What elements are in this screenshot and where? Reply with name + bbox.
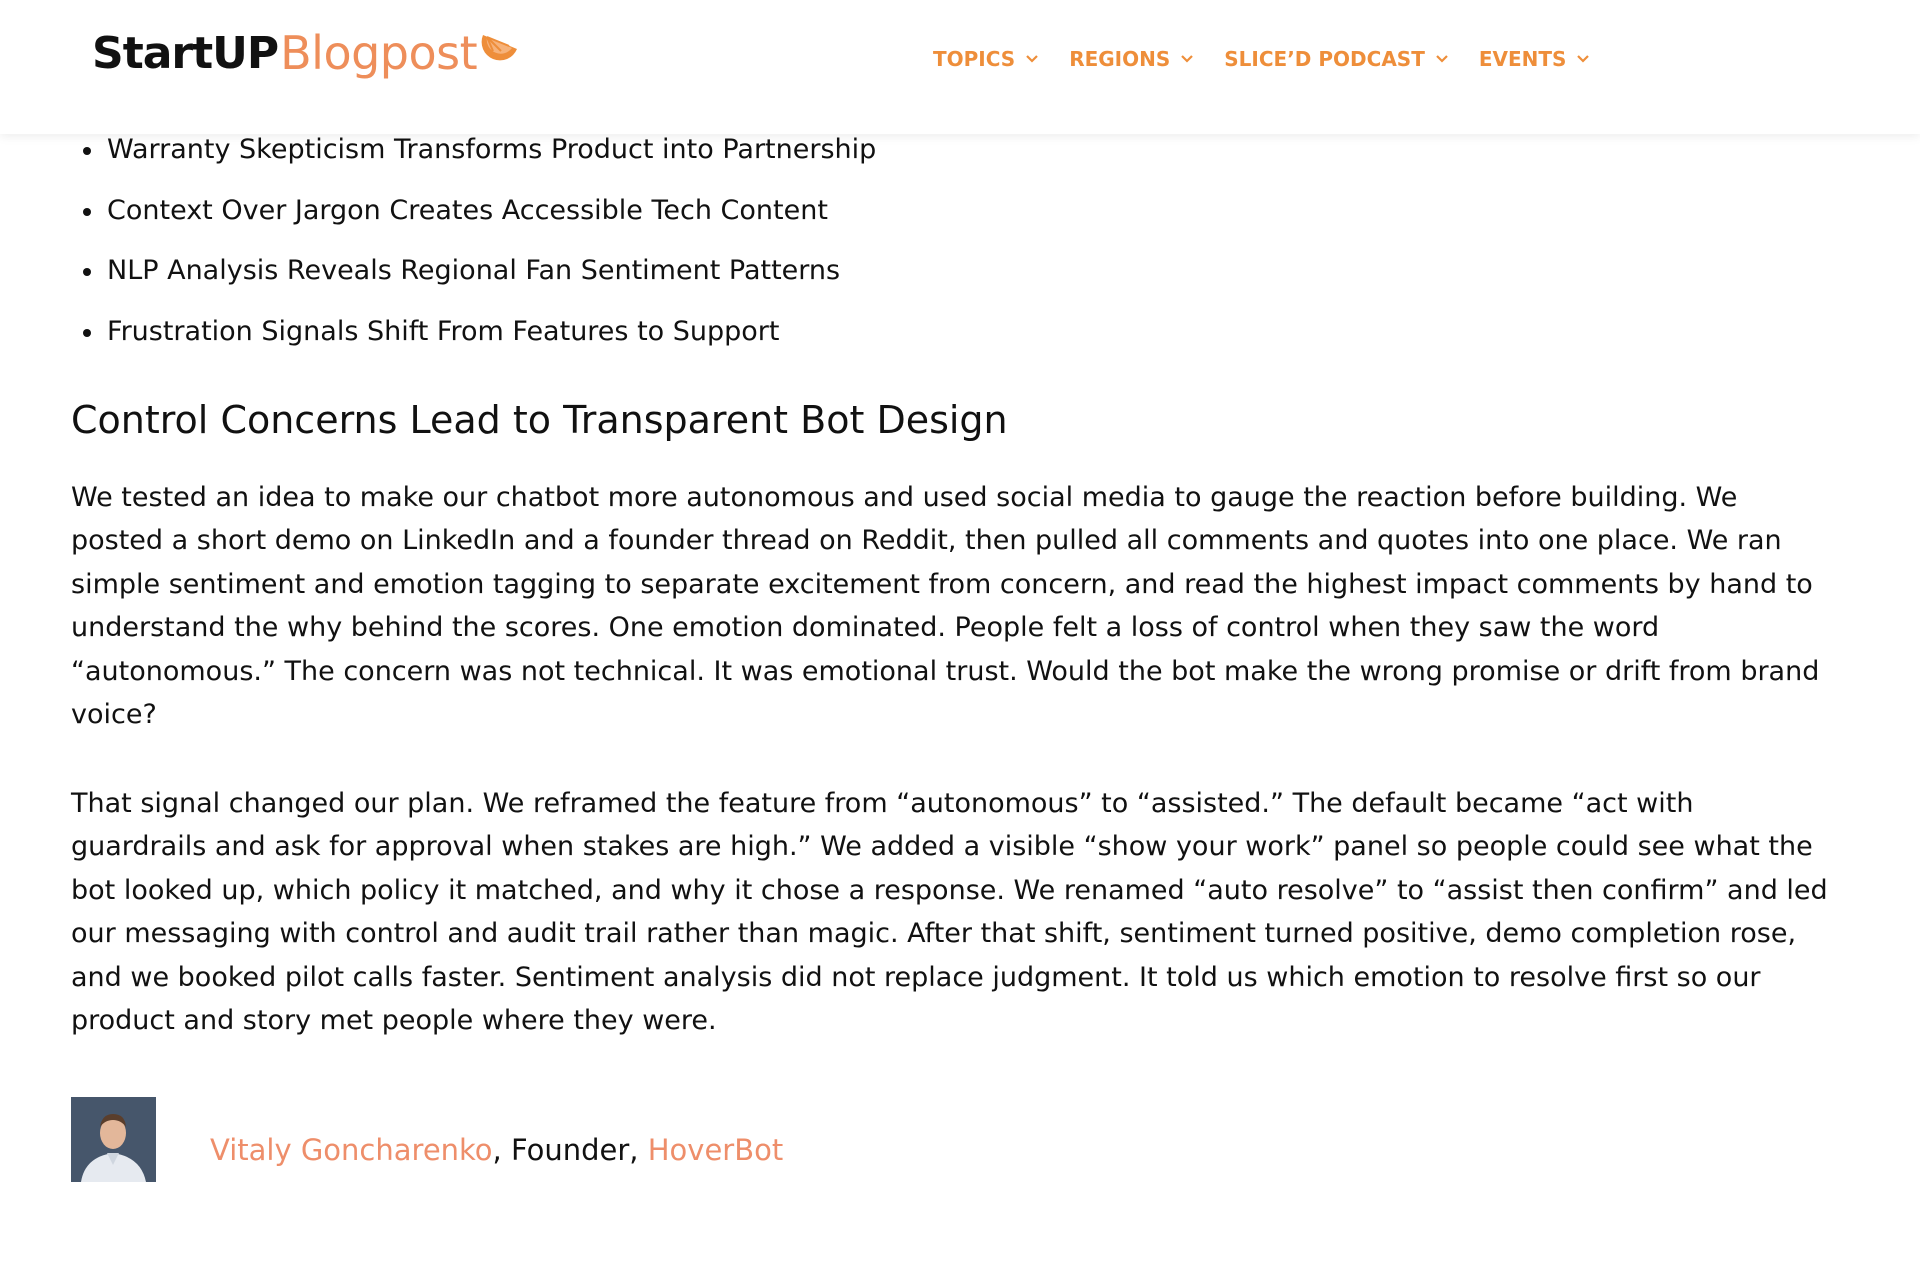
- nav-item-regions[interactable]: [1069, 47, 1194, 71]
- list-item[interactable]: [71, 181, 1835, 242]
- bullet-dot: [83, 208, 91, 216]
- list-item-text: NLP Analysis Reveals Regional Fan Sentiment Patterns: [107, 255, 841, 286]
- avatar: [71, 1097, 156, 1182]
- author-credit: [210, 1133, 783, 1167]
- chevron-down-icon: [1180, 54, 1194, 64]
- paragraph: We tested an idea to make our chatbot more autonomous and used social media to gauge the reaction before building. We posted a short demo on LinkedIn and a founder thread on Reddit, then pulled all comments and quotes into one place. We ran simple sentiment and emotion tagging to separate excitement from concern, and read the highest impact comments by hand to understand the why behind the scores. One emotion dominated. People felt a loss of control when they saw the word “autonomous.” The concern was not technical. It was emotional trust. Would the bot make the wrong promise or drift from brand voice?: [71, 482, 1820, 731]
- bullet-dot: [83, 268, 91, 276]
- bullet-dot: [83, 147, 91, 155]
- nav-label-regions: REGIONS: [1069, 47, 1171, 71]
- nav-label-topics: TOPICS: [933, 47, 1016, 71]
- bullet-list: [71, 120, 1835, 362]
- author-role: , Founder,: [492, 1133, 648, 1167]
- site-header: [0, 0, 1920, 134]
- section-heading: Control Concerns Lead to Transparent Bot Design: [71, 398, 1008, 442]
- list-item-text: Frustration Signals Shift From Features to Support: [107, 315, 780, 347]
- list-item[interactable]: [71, 302, 1835, 363]
- author-name-link[interactable]: Vitaly Goncharenko: [210, 1133, 493, 1167]
- paragraph: That signal changed our plan. We reframed the feature from “autonomous” to “assisted.” The default became “act with guardrails and ask for approval when stakes are high.” We added a visible “show your work” panel so people could see what the bot looked up, which policy it matched, and why it chose a response. We renamed “auto resolve” to “assist then confirm” and led our messaging with control and audit trail rather than magic. After that shift, sentiment turned positive, demo completion rose, and we booked pilot calls faster. Sentiment analysis did not replace judgment. It told us which emotion to resolve first so our product and story met people where they were.: [71, 788, 1828, 1037]
- list-item-text: Warranty Skepticism Transforms Product into Partnership: [107, 134, 877, 165]
- chevron-down-icon: [1576, 54, 1590, 64]
- list-item-text: Context Over Jargon Creates Accessible Tech Content: [107, 194, 828, 226]
- nav-label-events: EVENTS: [1478, 47, 1567, 71]
- list-item[interactable]: [71, 241, 1835, 302]
- site-logo[interactable]: [92, 18, 521, 88]
- company-link[interactable]: HoverBot: [647, 1133, 784, 1167]
- nav-item-topics[interactable]: [933, 47, 1039, 71]
- nav-item-sliced-podcast[interactable]: [1224, 47, 1449, 71]
- nav-label-sliced-podcast: SLICE’D PODCAST: [1224, 47, 1425, 71]
- main-nav: [933, 44, 1620, 74]
- chevron-down-icon: [1025, 54, 1039, 64]
- bullet-dot: [83, 329, 91, 337]
- logo-text-blogpost: Blogpost: [280, 26, 478, 80]
- chevron-down-icon: [1435, 54, 1449, 64]
- orange-slice-icon: [479, 29, 521, 67]
- logo-text-startup: StartUP: [92, 27, 279, 79]
- article-content: [71, 120, 1835, 1167]
- nav-item-events[interactable]: [1479, 47, 1591, 71]
- author-box: [71, 1097, 1835, 1227]
